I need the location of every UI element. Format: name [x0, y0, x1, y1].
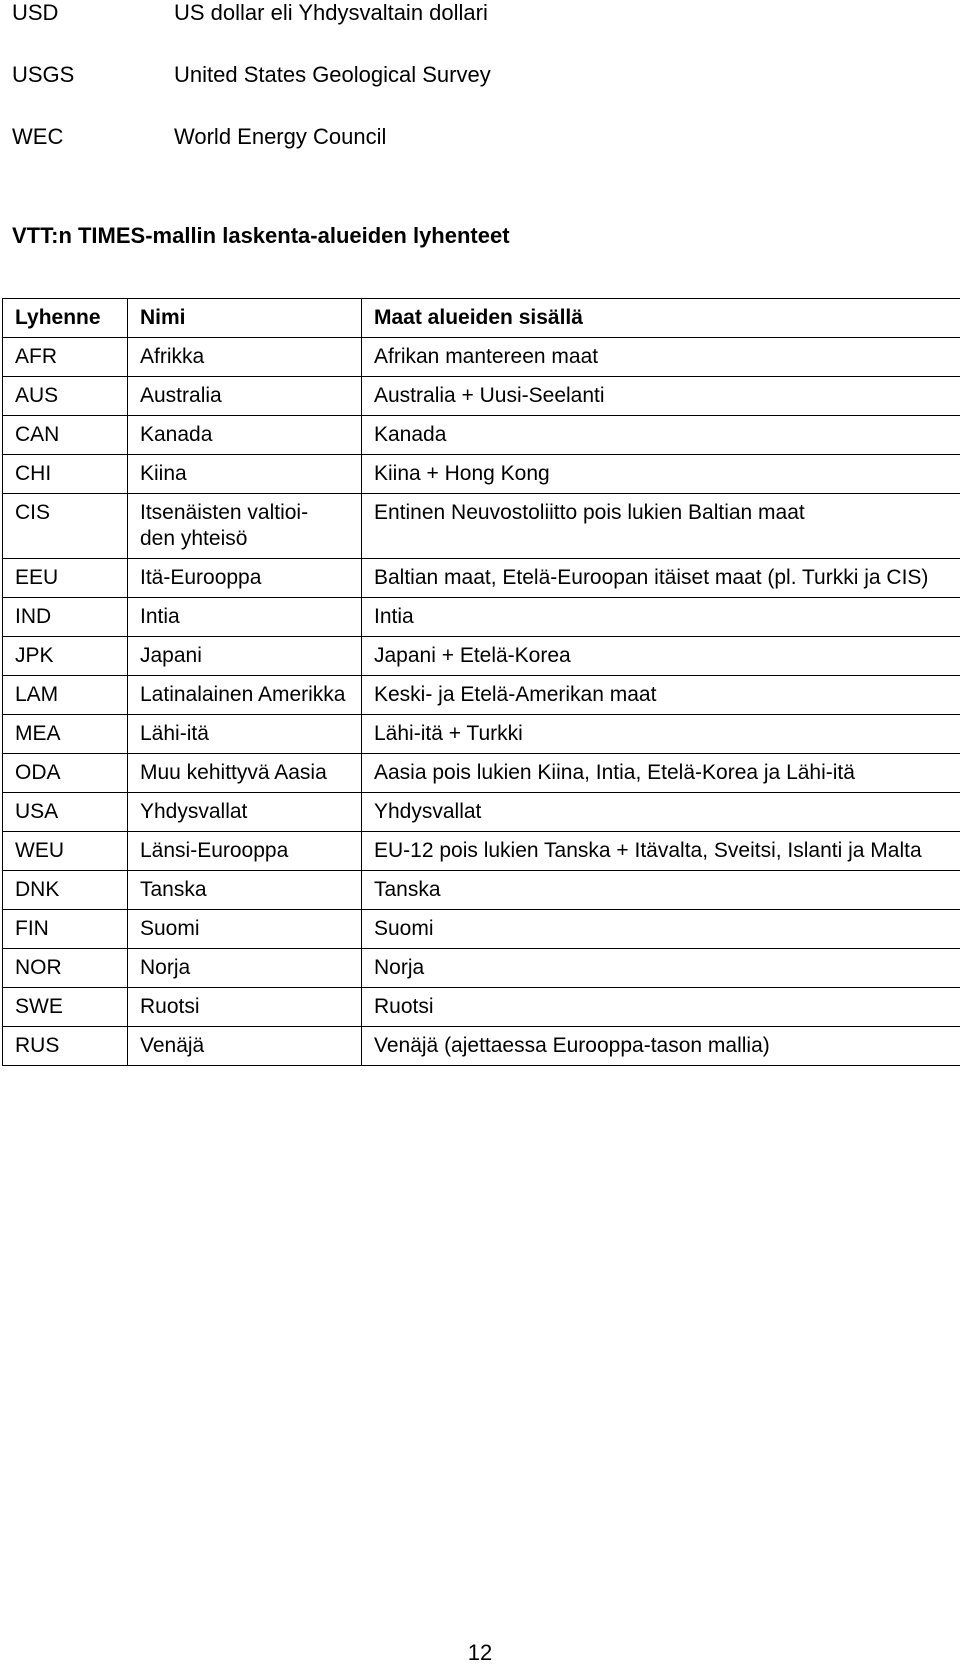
- cell-name: Intia: [128, 598, 362, 637]
- cell-countries: Aasia pois lukien Kiina, Intia, Etelä-Korea ja Lähi-itä: [362, 754, 960, 793]
- cell-countries: Venäjä (ajettaessa Eurooppa-tason mallia): [362, 1027, 960, 1066]
- cell-countries: Ruotsi: [362, 988, 960, 1027]
- table-row: [3, 949, 960, 988]
- cell-countries: Lähi-itä + Turkki: [362, 715, 960, 754]
- table-row: [3, 559, 960, 598]
- cell-countries: Australia + Uusi-Seelanti: [362, 377, 960, 416]
- cell-name: Kanada: [128, 416, 362, 455]
- cell-name: Muu kehittyvä Aasia: [128, 754, 362, 793]
- cell-countries: Yhdysvallat: [362, 793, 960, 832]
- table-row: [3, 338, 960, 377]
- cell-countries: Kiina + Hong Kong: [362, 455, 960, 494]
- cell-abbreviation: CHI: [3, 455, 128, 494]
- cell-name: Norja: [128, 949, 362, 988]
- table-row: [3, 377, 960, 416]
- table-row: [3, 988, 960, 1027]
- region-abbreviation-table: [2, 298, 960, 1066]
- abbreviation-definition: World Energy Council: [174, 124, 387, 149]
- cell-abbreviation: WEU: [3, 832, 128, 871]
- abbreviation-item: [12, 62, 912, 124]
- cell-countries: EU-12 pois lukien Tanska + Itävalta, Sveitsi, Islanti ja Malta: [362, 832, 960, 871]
- cell-abbreviation: AFR: [3, 338, 128, 377]
- table-row: [3, 910, 960, 949]
- table-row: [3, 598, 960, 637]
- cell-countries: Japani + Etelä-Korea: [362, 637, 960, 676]
- table-row: [3, 637, 960, 676]
- header-abbreviation: Lyhenne: [3, 299, 128, 338]
- abbreviation-definition: US dollar eli Yhdysvaltain dollari: [174, 0, 488, 25]
- cell-abbreviation: USA: [3, 793, 128, 832]
- cell-name: Lähi-itä: [128, 715, 362, 754]
- cell-abbreviation: LAM: [3, 676, 128, 715]
- abbreviation-code: WEC: [12, 124, 64, 149]
- table-row: [3, 455, 960, 494]
- abbreviation-definition: United States Geological Survey: [174, 62, 491, 87]
- cell-abbreviation: FIN: [3, 910, 128, 949]
- cell-countries: Tanska: [362, 871, 960, 910]
- cell-countries: Kanada: [362, 416, 960, 455]
- cell-name: Suomi: [128, 910, 362, 949]
- cell-abbreviation: JPK: [3, 637, 128, 676]
- cell-countries: Baltian maat, Etelä-Euroopan itäiset maat (pl. Turkki ja CIS): [362, 559, 960, 598]
- cell-abbreviation: CIS: [3, 494, 128, 559]
- cell-countries: Suomi: [362, 910, 960, 949]
- section-heading: VTT:n TIMES-mallin laskenta-alueiden lyhenteet: [12, 223, 510, 248]
- abbreviation-code: USD: [12, 0, 59, 25]
- cell-name: Länsi-Eurooppa: [128, 832, 362, 871]
- table-row: [3, 832, 960, 871]
- cell-abbreviation: ODA: [3, 754, 128, 793]
- cell-name: Afrikka: [128, 338, 362, 377]
- header-countries: Maat alueiden sisällä: [362, 299, 960, 338]
- cell-name: Itä-Eurooppa: [128, 559, 362, 598]
- abbreviation-list: [12, 0, 912, 186]
- table-row: [3, 494, 960, 559]
- cell-abbreviation: RUS: [3, 1027, 128, 1066]
- cell-abbreviation: DNK: [3, 871, 128, 910]
- cell-abbreviation: CAN: [3, 416, 128, 455]
- cell-abbreviation: IND: [3, 598, 128, 637]
- cell-name: Yhdysvallat: [128, 793, 362, 832]
- cell-name: Ruotsi: [128, 988, 362, 1027]
- table-header-row: [3, 299, 960, 338]
- cell-abbreviation: NOR: [3, 949, 128, 988]
- cell-countries: Intia: [362, 598, 960, 637]
- cell-abbreviation: SWE: [3, 988, 128, 1027]
- cell-countries: Norja: [362, 949, 960, 988]
- cell-abbreviation: EEU: [3, 559, 128, 598]
- table-row: [3, 676, 960, 715]
- abbreviation-item: [12, 0, 912, 62]
- cell-name: Venäjä: [128, 1027, 362, 1066]
- cell-name: Japani: [128, 637, 362, 676]
- cell-name: Tanska: [128, 871, 362, 910]
- cell-countries: Entinen Neuvostoliitto pois lukien Baltian maat: [362, 494, 960, 559]
- page-number: 12: [467, 1640, 493, 1665]
- abbreviation-item: [12, 124, 912, 186]
- cell-name: Australia: [128, 377, 362, 416]
- cell-abbreviation: MEA: [3, 715, 128, 754]
- cell-abbreviation: AUS: [3, 377, 128, 416]
- cell-name: Itsenäisten valtioi- den yhteisö: [128, 494, 362, 559]
- table-row: [3, 1027, 960, 1066]
- cell-name: Latinalainen Amerikka: [128, 676, 362, 715]
- table-body: [3, 338, 960, 1066]
- cell-name: Kiina: [128, 455, 362, 494]
- cell-countries: Afrikan mantereen maat: [362, 338, 960, 377]
- header-name: Nimi: [128, 299, 362, 338]
- table-row: [3, 871, 960, 910]
- table-row: [3, 416, 960, 455]
- table-row: [3, 793, 960, 832]
- table-row: [3, 715, 960, 754]
- abbreviation-code: USGS: [12, 62, 75, 87]
- table-row: [3, 754, 960, 793]
- cell-countries: Keski- ja Etelä-Amerikan maat: [362, 676, 960, 715]
